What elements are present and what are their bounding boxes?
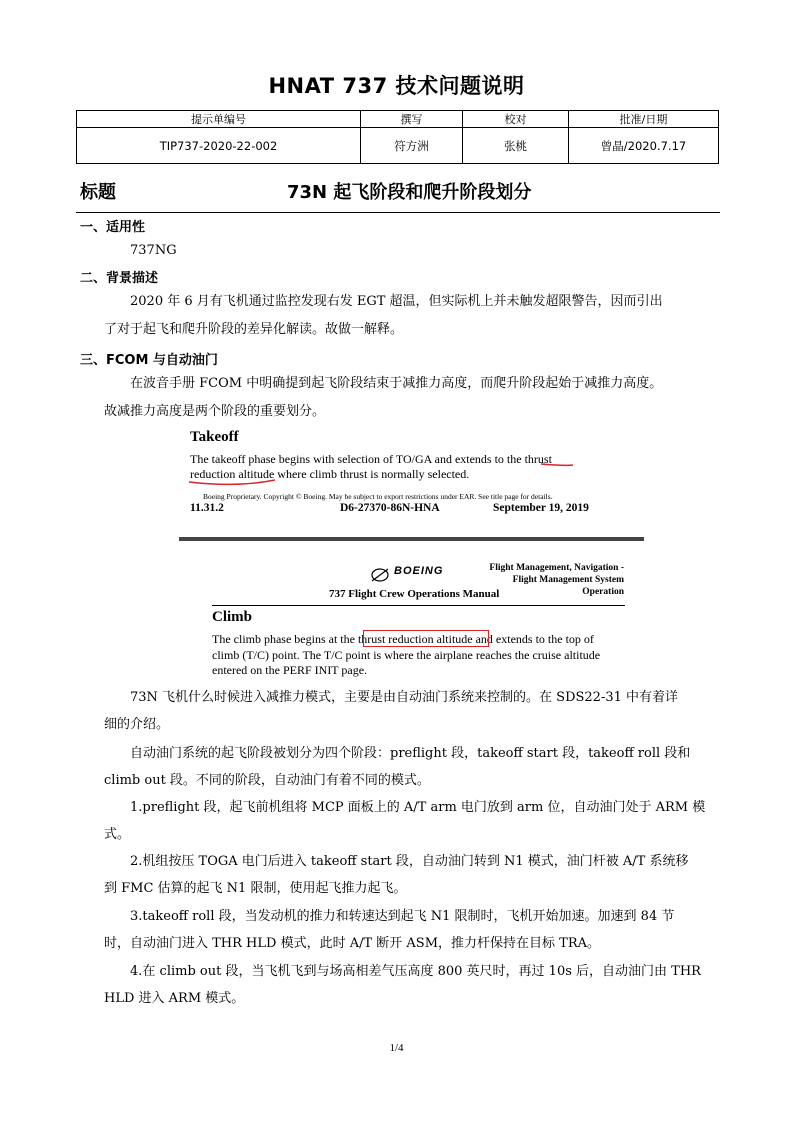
highlight-box (363, 630, 489, 647)
subject-label: 标题 (80, 182, 116, 203)
boeing-wordmark: BOEING (394, 565, 444, 577)
boeing-logo-icon (370, 566, 392, 584)
excerpt-takeoff-heading: Takeoff (190, 429, 239, 445)
approval-date-value: 曾晶/2020.7.17 (569, 128, 719, 164)
para-6-line-1: 4.在 climb out 段，当飞机飞到与场高相差气压高度 800 英尺时，再过 10s 后，自动油门由 THR (130, 964, 701, 979)
excerpt-takeoff-line-2: reduction altitude where climb thrust is normally selected. (190, 467, 470, 481)
excerpt-chapter-header (440, 562, 624, 598)
tip-number-value: TIP737-2020-22-002 (77, 128, 361, 164)
excerpt-climb-line-1c: and extends to the top of (472, 632, 594, 646)
section-heading-applicability: 一、适用性 (80, 220, 146, 235)
para-3-line-1: 1.preflight 段，起飞前机组将 MCP 面板上的 A/T arm 电门放到 arm 位，自动油门处于 ARM 模 (130, 800, 706, 815)
page-number: 1/4 (389, 1042, 404, 1054)
para-5-line-2: 时，自动油门进入 THR HLD 模式，此时 A/T 断开 ASM，推力杆保持在目标 TRA。 (104, 936, 601, 951)
section-heading-fcom: 三、FCOM 与自动油门 (80, 353, 218, 368)
header-checker: 校对 (463, 111, 569, 128)
section-heading-background: 二、背景描述 (80, 271, 159, 286)
para-4-line-1: 2.机组按压 TOGA 电门后进入 takeoff start 段，自动油门转到 N1 模式，油门杆被 A/T 系统移 (130, 854, 689, 869)
excerpt-manual-name: 737 Flight Crew Operations Manual (329, 588, 500, 600)
excerpt-takeoff-line-1: The takeoff phase begins with selection of TO/GA and extends to the thrust (190, 452, 552, 466)
excerpt-date: September 19, 2019 (493, 502, 589, 514)
excerpt-climb-line-1a: The climb phase begins at the (212, 632, 358, 646)
excerpt-doc-number: D6-27370-86N-HNA (340, 502, 440, 514)
para-5-line-1: 3.takeoff roll 段，当发动机的推力和转速达到起飞 N1 限制时，飞机开始加速。加速到 84 节 (130, 909, 675, 924)
excerpt-header-rule (212, 605, 625, 606)
para-1-line-1: 73N 飞机什么时候进入减推力模式，主要是由自动油门系统来控制的。在 SDS22-31 中有着详 (130, 690, 679, 705)
subject-text: 73N 起飞阶段和爬升阶段划分 (287, 182, 532, 203)
info-table (76, 110, 719, 164)
para-3-line-2: 式。 (104, 827, 131, 842)
excerpt-climb-heading: Climb (212, 609, 253, 625)
excerpt-highlighted-term: thrust reduction altitude (357, 632, 473, 646)
excerpt-proprietary-notice: Boeing Proprietary. Copyright © Boeing. May be subject to export restrictions under EAR. See title page for details. (203, 492, 553, 501)
excerpt-climb-line-2: climb (T/C) point. The T/C point is where the airplane reaches the cruise altitude (212, 648, 601, 662)
checker-value: 张桃 (463, 128, 569, 164)
applicability-text: 737NG (130, 243, 177, 258)
excerpt-climb-line-3: entered on the PERF INIT page. (212, 663, 368, 677)
para-1-line-2: 细的介绍。 (104, 717, 170, 732)
excerpt-page-break-bar (179, 537, 644, 541)
para-2-line-2: climb out 段。不同的阶段，自动油门有着不同的模式。 (104, 773, 430, 788)
subject-divider (76, 212, 720, 213)
excerpt-chapter-line-3: Operation (582, 587, 624, 597)
handwritten-underline-mark (185, 455, 585, 490)
author-value: 符方洲 (361, 128, 463, 164)
excerpt-chapter-line-2: Flight Management System (512, 575, 624, 585)
background-line-1: 2020 年 6 月有飞机通过监控发现右发 EGT 超温，但实际机上并未触发超限警告，因而引出 (130, 294, 663, 309)
header-tip-number: 提示单编号 (77, 111, 361, 128)
fcom-line-2: 故减推力高度是两个阶段的重要划分。 (104, 404, 326, 419)
fcom-line-1: 在波音手册 FCOM 中明确提到起飞阶段结束于减推力高度，而爬升阶段起始于减推力高度。 (130, 376, 663, 391)
header-author: 撰写 (361, 111, 463, 128)
header-approval-date: 批准/日期 (569, 111, 719, 128)
para-2-line-1: 自动油门系统的起飞阶段被划分为四个阶段：preflight 段，takeoff start 段，takeoff roll 段和 (130, 746, 691, 761)
excerpt-chapter-line-1: Flight Management, Navigation - (489, 563, 624, 573)
para-6-line-2: HLD 进入 ARM 模式。 (104, 991, 245, 1006)
background-line-2: 了对于起飞和爬升阶段的差异化解读。故做一解释。 (104, 322, 404, 337)
para-4-line-2: 到 FMC 估算的起飞 N1 限制，使用起飞推力起飞。 (104, 881, 407, 896)
document-title: HNAT 737 技术问题说明 (268, 74, 525, 98)
excerpt-page-ref: 11.31.2 (190, 502, 224, 514)
